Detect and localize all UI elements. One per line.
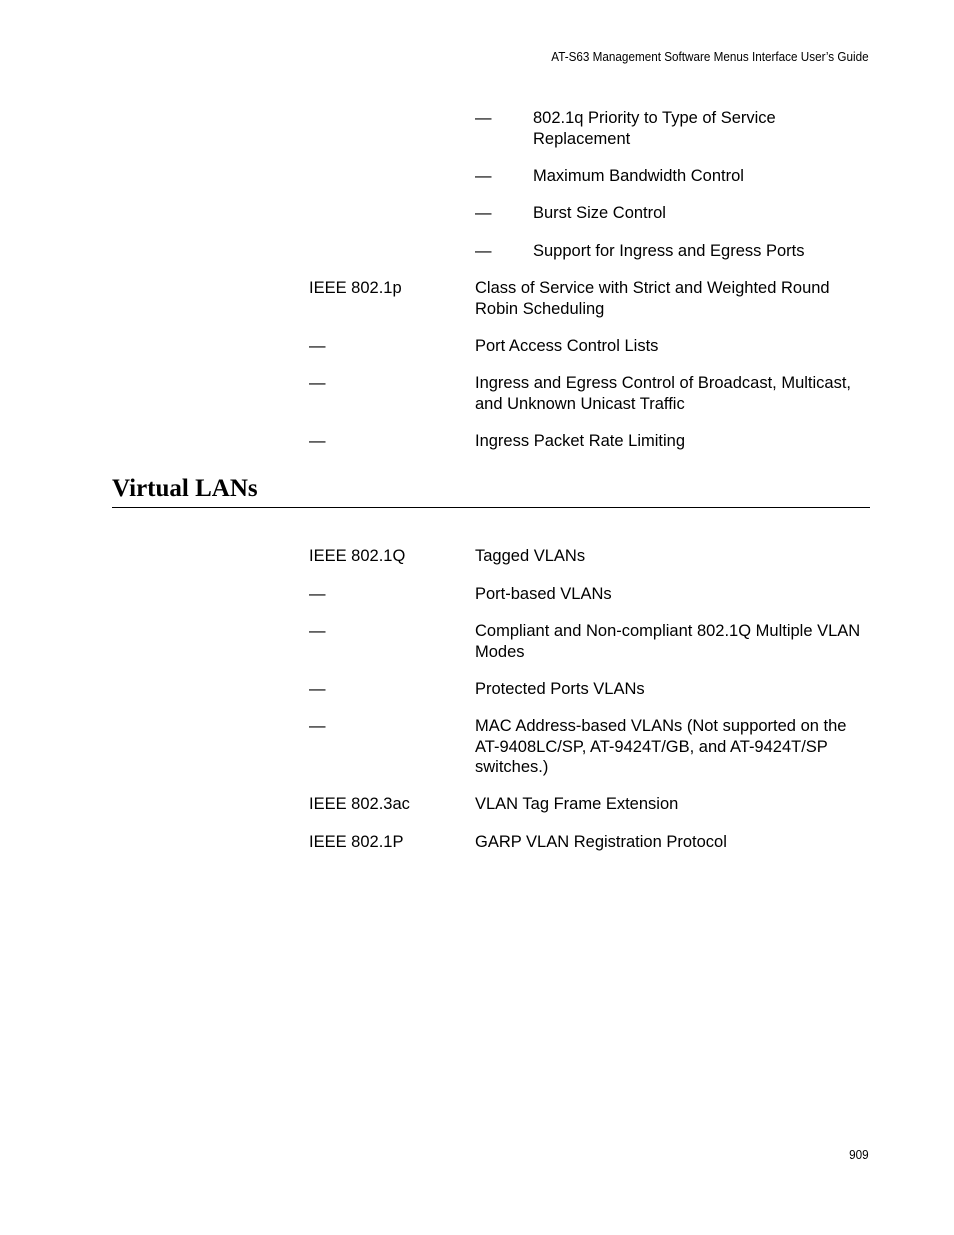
standard-description: Class of Service with Strict and Weighted Round Robin Scheduling <box>475 279 830 318</box>
standard-name: — <box>309 680 326 698</box>
section-rule <box>112 507 870 508</box>
standard-name: — <box>309 585 326 603</box>
subitem-text: Burst Size Control <box>533 204 666 222</box>
standard-name: IEEE 802.3ac <box>309 795 410 813</box>
standard-description: VLAN Tag Frame Extension <box>475 795 679 813</box>
subitem-dash: — <box>475 204 492 222</box>
standard-name: IEEE 802.1Q <box>309 547 406 565</box>
page-header: AT-S63 Management Software Menus Interface User’s Guide <box>551 49 869 64</box>
subitem-dash: — <box>475 167 492 185</box>
subitem-dash: — <box>475 242 492 260</box>
standard-name: — <box>309 374 326 392</box>
standard-name: — <box>309 337 326 355</box>
standard-name: — <box>309 622 326 640</box>
standard-description: Tagged VLANs <box>475 547 586 565</box>
standard-description: MAC Address-based VLANs (Not supported on the AT-9408LC/SP, AT-9424T/GB, and AT-9424T/SP switches.) <box>475 717 847 776</box>
standard-description: Port-based VLANs <box>475 585 612 603</box>
standard-description: GARP VLAN Registration Protocol <box>475 833 727 851</box>
subitem-text: Support for Ingress and Egress Ports <box>533 242 805 260</box>
standard-name: — <box>309 717 326 735</box>
standard-name: IEEE 802.1p <box>309 279 402 297</box>
section-title: Virtual LANs <box>112 475 258 502</box>
subitem-text: Maximum Bandwidth Control <box>533 167 744 185</box>
subitem-text: 802.1q Priority to Type of Service Replacement <box>533 109 776 148</box>
standard-description: Protected Ports VLANs <box>475 680 645 698</box>
standard-description: Ingress and Egress Control of Broadcast, Multicast, and Unknown Unicast Traffic <box>475 374 852 413</box>
standard-name: IEEE 802.1P <box>309 833 404 851</box>
page-number: 909 <box>849 1147 869 1162</box>
subitem-dash: — <box>475 109 492 127</box>
standard-description: Ingress Packet Rate Limiting <box>475 432 686 450</box>
standard-name: — <box>309 432 326 450</box>
standard-description: Port Access Control Lists <box>475 337 659 355</box>
standard-description: Compliant and Non-compliant 802.1Q Multiple VLAN Modes <box>475 622 861 661</box>
